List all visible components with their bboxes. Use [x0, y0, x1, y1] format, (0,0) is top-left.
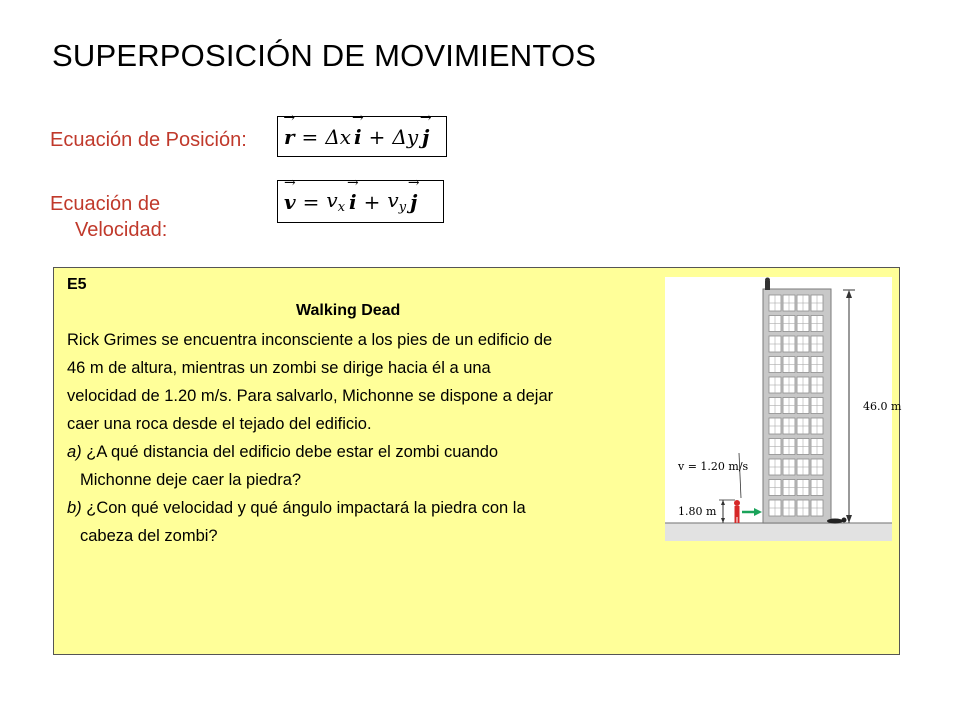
question-a-cont: Michonne deje caer la piedra?	[80, 471, 302, 489]
building-figure	[665, 277, 902, 541]
problem-panel	[53, 267, 900, 655]
unit-vector-j: → j	[422, 125, 429, 149]
velocity-equation	[277, 180, 444, 223]
statement-line: caer una roca desde el tejado del edificio.	[67, 415, 372, 433]
question-a: a) ¿A qué distancia del edificio debe estar el zombi cuando	[67, 443, 499, 461]
v-y-component: $v_y$	[387, 188, 407, 215]
delta-y: Δy	[392, 124, 419, 149]
question-b: b) ¿Con qué velocidad y qué ángulo impactará la piedra con la	[67, 499, 526, 517]
ground	[665, 523, 892, 541]
problem-code: E5	[67, 276, 87, 293]
statement-line: 46 m de altura, mientras un zombi se dirige hacia él a una	[67, 359, 491, 377]
zombie-height-label: 1.80 m	[678, 505, 717, 518]
delta-x: Δx	[325, 124, 352, 149]
statement-line: Rick Grimes se encuentra inconsciente a los pies de un edificio de	[67, 331, 553, 349]
michonne-figure	[765, 278, 770, 291]
plus-sign: +	[363, 189, 381, 214]
problem-title: Walking Dead	[296, 302, 401, 319]
building-illustration	[665, 277, 902, 541]
unit-vector-j: → j	[410, 190, 417, 214]
unit-vector-i: → i	[354, 125, 362, 149]
velocity-label: v = 1.20 m/s	[678, 460, 749, 473]
equals-sign: =	[302, 189, 320, 214]
question-b-cont: cabeza del zombi?	[80, 527, 218, 545]
velocity-eq-label-line1: Ecuación de	[50, 193, 161, 215]
velocity-eq-label-line2: Velocidad:	[75, 219, 168, 241]
position-eq-label: Ecuación de Posición:	[50, 129, 247, 151]
position-equation	[277, 116, 447, 157]
statement-line: velocidad de 1.20 m/s. Para salvarlo, Michonne se dispone a dejar	[67, 387, 554, 405]
unit-vector-i: → i	[349, 190, 357, 214]
height-label: 46.0 m	[863, 400, 902, 413]
page-title: SUPERPOSICIÓN DE MOVIMIENTOS	[52, 38, 597, 73]
vector-r: → r	[284, 125, 295, 149]
equals-sign: =	[301, 124, 319, 149]
problem-statement	[67, 326, 662, 550]
vector-v: → v	[284, 190, 296, 214]
v-x-component: $v_x$	[326, 188, 346, 215]
plus-sign: +	[368, 124, 386, 149]
